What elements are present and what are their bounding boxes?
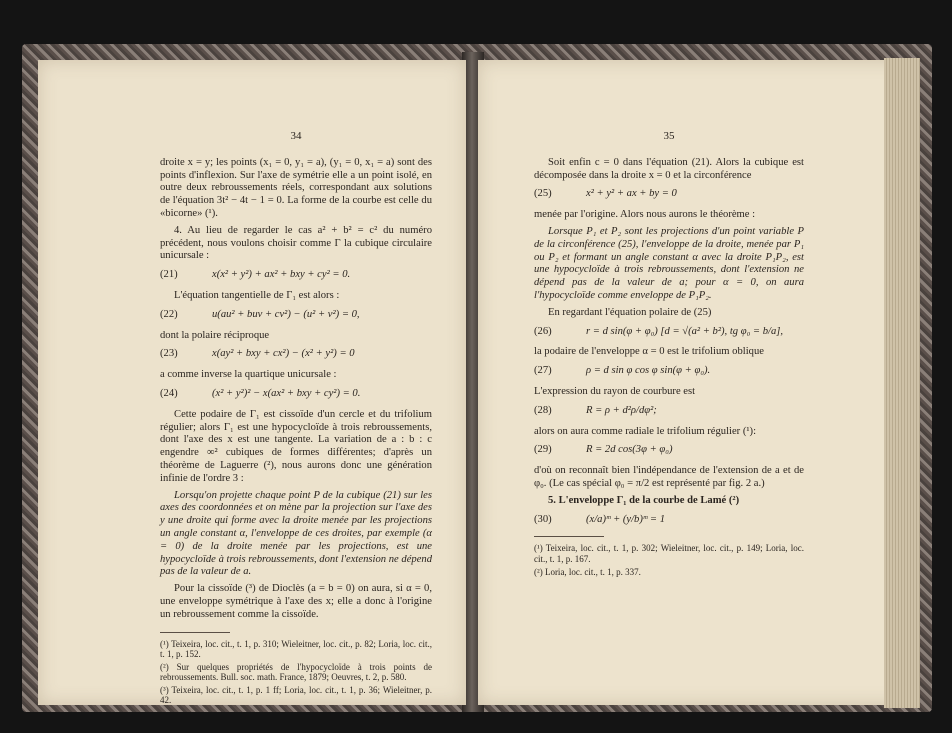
equation-26 [534,326,804,339]
equation-body: R = ρ + d²ρ/dφ²; [586,404,657,416]
theorem-paragraph: Lorsqu'on projette chaque point P de la cubique (21) sur les axes des coordonnées et on mène par la projection sur l'axe des y une droite qui forme avec la droite menée par les projections un angle constant α, l'enveloppe de ces droites, par exemple (α = 0) de la droite menée par les projections, est une hypocycloïde à trois rebroussements, dont l'extension ne dépend pas de la valeur de a. [160,489,432,578]
footnote-rule [160,632,230,633]
paragraph: L'équation tangentielle de Γ₁ est alors : [174,289,340,301]
left-page-content [160,130,432,708]
equation-body: (x/a)ᵐ + (y/b)ᵐ = 1 [586,513,666,525]
equation-23 [160,348,432,361]
footnote: (²) Loria, loc. cit., t. 1, p. 337. [534,566,641,577]
equation-number: (21) [160,269,178,281]
equation-body: R = 2d cos(3φ + φ₀) [586,444,673,456]
section-heading: 5. L'enveloppe Γ₁ de la courbe de Lamé (²) [548,494,740,506]
paragraph: dont la polaire réciproque [160,329,270,341]
equation-number: (23) [160,348,178,360]
paragraph: la podaire de l'enveloppe α = 0 est le trifolium oblique [534,346,764,358]
equation-body: x(ay² + bxy + cx²) − (x² + y²) = 0 [212,348,355,360]
page-number: 35 [663,130,675,142]
equation-22 [160,309,432,322]
equation-body: ρ = d sin φ cos φ sin(φ + φ₀). [586,365,711,377]
equation-body: x(x² + y²) + ax² + bxy + cy² = 0. [212,269,351,281]
equation-number: (28) [534,404,552,416]
paragraph: Pour la cissoïde (³) de Dioclès (a = b = 0) on aura, si α = 0, une enveloppe symétrique à l'axe des x; elle a donc à l'origine un rebroussement comme la cissoïde. [160,583,432,620]
paragraph: droite x = y; les points (x₁ = 0, y₁ = a), (y₁ = 0, x₁ = a) sont des points d'inflexion. Sur l'axe de symétrie elle a un point isolé, en outre deux rebroussements réels, correspondant aux solutions de l'équation 3t² − 4t − 1 = 0. La forme de la courbe est celle du «bicorne» (¹). [160,156,432,219]
equation-number: (25) [534,188,552,200]
equation-body: r = d sin(φ + φ₀) [d = √(a² + b²), tg φ₀ = b/a], [586,325,784,337]
equation-number: (29) [534,444,552,456]
equation-body: (x² + y²)² − x(ax² + bxy + cy²) = 0. [212,387,361,399]
theorem-paragraph: Lorsque P₁ et P₂ sont les projections d'un point variable P de la circonférence (25), l'enveloppe de la droite, menée par P₁ ou P₂ et formant un angle constant α avec la droite P₁P₂, est une hypocycloïde à trois rebroussements, dont l'extension ne dépend pas de la valeur de a; pour α = 0, on aura l'hypocycloïde comme enveloppe de P₁P₂. [534,225,804,301]
equation-body: u(au² + buv + cv²) − (u² + v²) = 0, [212,308,360,320]
paragraph: alors on aura comme radiale le trifolium régulier (¹): [534,425,757,437]
equation-number: (24) [160,387,178,399]
paragraph: En regardant l'équation polaire de (25) [548,306,712,318]
equation-21 [160,269,432,282]
right-page-content [534,130,804,579]
paragraph: a comme inverse la quartique unicursale : [160,369,337,381]
equation-body: x² + y² + ax + by = 0 [586,188,677,200]
equation-30 [534,514,804,527]
equation-24 [160,388,432,401]
paragraph: Soit enfin c = 0 dans l'équation (21). Alors la cubique est décomposée dans la droite x = 0 et la circonférence [534,156,804,181]
footnote: (¹) Teixeira, loc. cit., t. 1, p. 310; Wieleitner, loc. cit., p. 82; Loria, loc. cit., t. 1, p. 152. [160,638,432,660]
equation-28 [534,405,804,418]
paragraph: menée par l'origine. Alors nous aurons le théorème : [534,209,756,221]
equation-number: (22) [160,308,178,320]
paragraph: d'où on reconnaît bien l'indépendance de l'extension de a et de φ₀. (Le cas spécial φ₀ = π/2 est représenté par fig. 2 a.) [534,465,804,489]
footnote: (¹) Teixeira, loc. cit., t. 1, p. 302; Wieleitner, loc. cit., p. 149; Loria, loc. cit., t. 1, p. 167. [534,543,804,564]
equation-number: (27) [534,365,552,377]
equation-29 [534,444,804,457]
footnote: (³) Teixeira, loc. cit., t. 1, p. 1 ff; Loria, loc. cit., t. 1, p. 36; Wieleitner, p. 42. [160,684,432,706]
page-number: 34 [290,130,302,142]
equation-number: (26) [534,325,552,337]
equation-number: (30) [534,513,552,525]
equation-25 [534,188,804,201]
footnote-rule [534,536,604,537]
paragraph: L'expression du rayon de courbure est [534,385,696,397]
equation-27 [534,365,804,378]
footnote: (²) Sur quelques propriétés de l'hypocycloïde à trois points de rebroussements. Bull. soc. math. France, 1879; Oeuvres, t. 2, p. 580. [160,661,432,683]
paragraph: 4. Au lieu de regarder le cas a² + b² = c² du numéro précédent, nous voulons choisir comme Γ la cubique circulaire unicursale : [160,224,432,262]
page-edges [884,58,920,708]
paragraph: Cette podaire de Γ₁ est cissoïde d'un cercle et du trifolium régulier; alors Γ₁ est une hypocycloïde à trois rebroussements, dont l'axe des x est une tangente. La variation de a : b : c engendre ∞² cubiques de formes différentes; d'après un théorème de Laguerre (²), nous aurons donc une génération infinie de l'ordre 3 : [160,408,432,484]
